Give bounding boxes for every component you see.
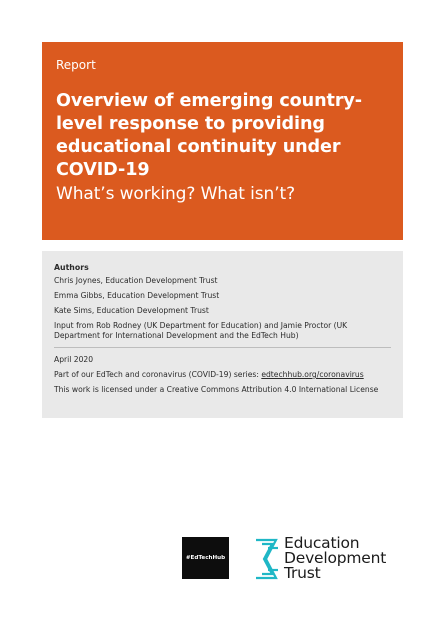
author-2: Emma Gibbs, Education Development Trust (54, 291, 220, 300)
author-3: Kate Sims, Education Development Trust (54, 306, 209, 315)
authors-heading: Authors (54, 263, 89, 272)
edtechhub-logo (182, 537, 229, 579)
license-text: This work is licensed under a Creative Commons Attribution 4.0 International License (54, 385, 379, 394)
edt-line-2: Development (284, 549, 387, 567)
edt-line-3: Trust (284, 564, 321, 582)
edtechhub-logo-text: #EdTechHub (185, 555, 226, 561)
divider (54, 347, 391, 348)
report-banner (42, 42, 403, 240)
series-link[interactable]: edtechhub.org/coronavirus (261, 370, 364, 379)
series-text: Part of our EdTech and coronavirus (COVID-19) series: (54, 370, 262, 379)
input-from: Input from Rob Rodney (UK Department for Education) and Jamie Proctor (UK Department for International Development and the EdTech Hub) (54, 321, 348, 340)
author-1: Chris Joynes, Education Development Trust (54, 276, 218, 285)
report-title: Overview of emerging country-level response to providing educational continuity under COVID-19 (56, 91, 362, 180)
report-subtitle: What’s working? What isn’t? (56, 184, 296, 204)
report-label: Report (56, 58, 96, 72)
info-panel (42, 251, 403, 418)
series-line (54, 370, 391, 380)
report-date: April 2020 (54, 355, 94, 364)
education-development-trust-logo (254, 536, 414, 586)
edt-line-1: Education (284, 534, 360, 552)
edt-logo-text (284, 536, 386, 581)
edt-logo-icon (254, 538, 286, 580)
